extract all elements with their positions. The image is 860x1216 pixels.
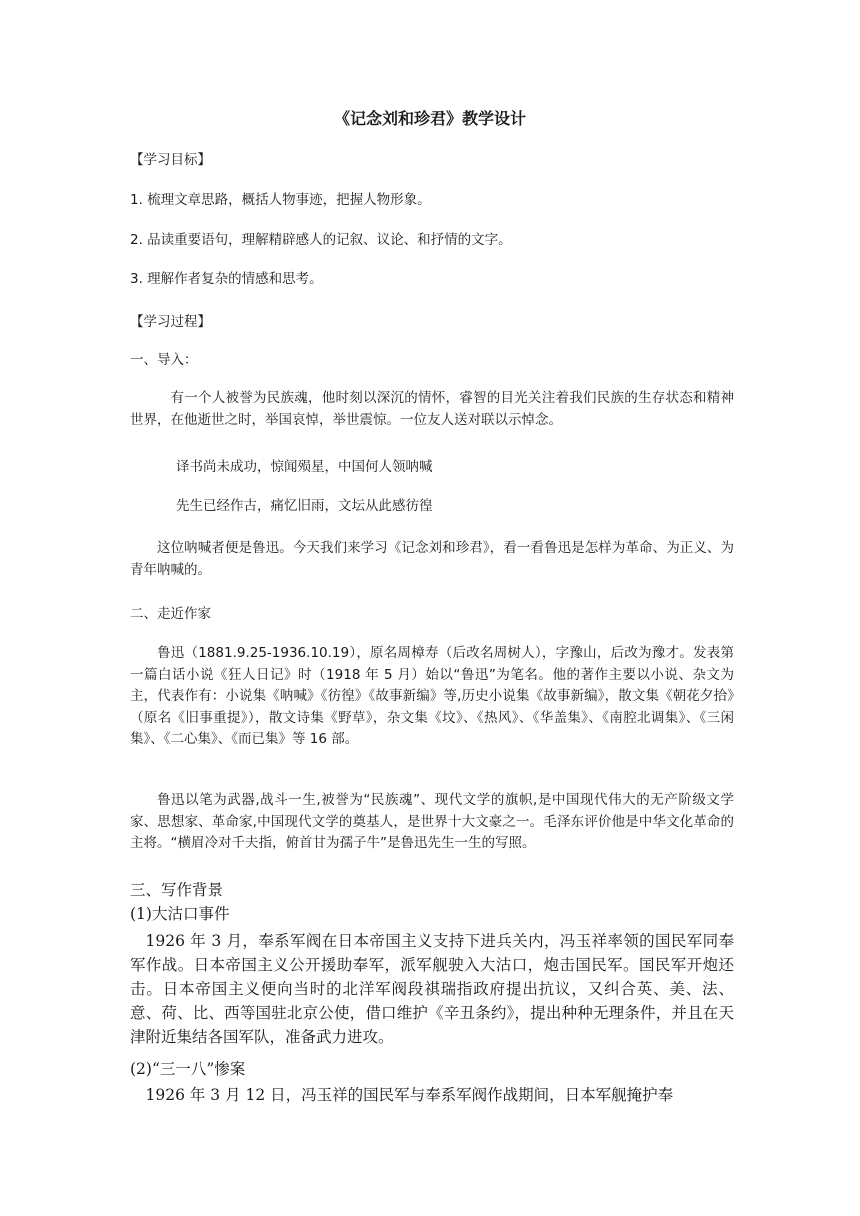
goal-item-2: 2. 品读重要语句，理解精辟感人的记叙、议论、和抒情的文字。 (130, 232, 512, 248)
subsection-1-heading: (1)大沽口事件 (130, 905, 230, 923)
process-heading: 【学习过程】 (130, 314, 211, 330)
section-1-heading: 一、导入： (130, 352, 198, 368)
dagukou-paragraph: 1926 年 3 月，奉系军阀在日本帝国主义支持下进兵关内，冯玉祥率领的国民军同奉军作战。日本帝国主义公开援助奉军，派军舰驶入大沽口，炮击国民军。国民军开炮还击。日本帝国主义便向当时的北洋军阀段祺瑞指政府提出抗议，又纠合英、美、法、意、荷、比、西等国驻北京公使，借口维护《辛丑条约》，提出种种无理条件，并且在天津附近集结各国军队，准备武力进攻。 (130, 932, 734, 1046)
section-3-heading: 三、写作背景 (130, 881, 224, 899)
goal-item-3: 3. 理解作者复杂的情感和思考。 (130, 271, 323, 287)
section-2-heading: 二、走近作家 (130, 606, 211, 622)
document-title: 《记念刘和珍君》教学设计 (333, 109, 526, 128)
couplet-line-1: 译书尚未成功，惊闻殒星，中国何人领呐喊 (176, 459, 433, 475)
goal-item-1: 1. 梳理文章思路，概括人物事迹，把握人物形象。 (130, 192, 431, 208)
massacre-paragraph: 1926 年 3 月 12 日，冯玉祥的国民军与奉系军阀作战期间，日本军舰掩护奉 (145, 1086, 674, 1104)
intro-conclusion-paragraph: 这位呐喊者便是鲁迅。今天我们来学习《记念刘和珍君》，看一看鲁迅是怎样为革命、为正义、为青年呐喊的。 (130, 540, 734, 578)
author-evaluation-paragraph: 鲁迅以笔为武器,战斗一生,被誉为“民族魂”、现代文学的旗帜,是中国现代伟大的无产阶级文学家、思想家、革命家,中国现代文学的奠基人，是世界十大文豪之一。毛泽东评价他是中华文化革命的主将。“横眉冷对千夫指，俯首甘为孺子牛”是鲁迅先生一生的写照。 (130, 792, 734, 851)
intro-paragraph: 有一个人被誉为民族魂，他时刻以深沉的情怀，睿智的目光关注着我们民族的生存状态和精神世界，在他逝世之时，举国哀悼，举世震惊。一位友人送对联以示悼念。 (130, 390, 734, 428)
couplet-line-2: 先生已经作古，痛忆旧雨，文坛从此感彷徨 (176, 498, 433, 514)
goals-heading: 【学习目标】 (130, 152, 211, 168)
author-bio-paragraph: 鲁迅（1881.9.25-1936.10.19），原名周樟寿（后改名周树人），字豫山，后改为豫才。发表第一篇白话小说《狂人日记》时（1918 年 5 月）始以“鲁迅”为笔名。他的著作主要以小说、杂文为主，代表作有：小说集《呐喊》《彷徨》《故事新编》等,历史小说集《故事新编》，散文集《朝花夕拾》（原名《旧事重提》），散文诗集《野草》，杂文集《坟》、《热风》、《华盖集》、《南腔北调集》、《三闲集》、《二心集》、《而已集》等 16 部。 (130, 645, 734, 747)
subsection-2-heading: (2)“三一八”惨案 (130, 1060, 246, 1078)
